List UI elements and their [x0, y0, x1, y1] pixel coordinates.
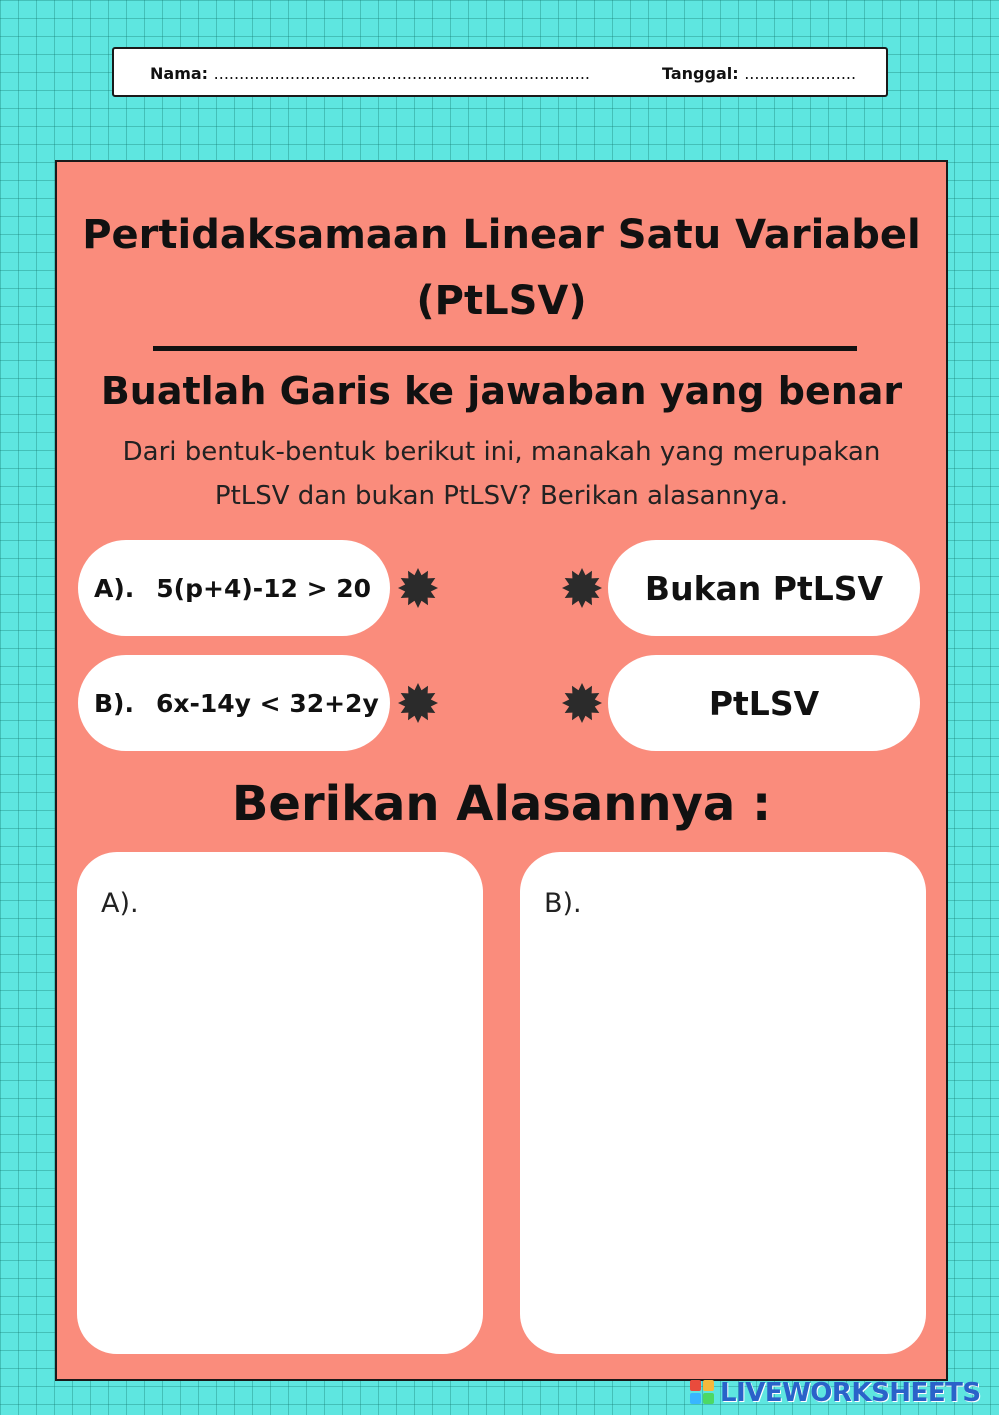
answer-b-textbox[interactable]: [520, 852, 926, 1354]
instruction-line-2: PtLSV dan bukan PtLSV? Berikan alasannya.: [214, 481, 789, 511]
option-1-connector-dot[interactable]: [562, 568, 602, 608]
item-a-expression: 5(p+4)-12 > 20: [156, 573, 372, 603]
item-a-connector-dot[interactable]: [398, 568, 438, 608]
option-2-connector-dot[interactable]: [562, 683, 602, 723]
item-b-pill: [78, 655, 390, 751]
liveworksheets-logo-icon: [690, 1380, 716, 1406]
title-line-1: Pertidaksamaan Linear Satu Variabel: [82, 212, 921, 258]
option-2-pill: [608, 655, 920, 751]
answer-a-label: A).: [101, 888, 139, 919]
worksheet-title: [57, 202, 946, 334]
option-1-pill: [608, 540, 920, 636]
starburst-icon: [398, 683, 438, 723]
reason-heading: Berikan Alasannya :: [231, 776, 772, 832]
option-2-text: PtLSV: [708, 683, 820, 723]
name-date-header: [112, 47, 888, 97]
instruction-text: [57, 430, 946, 518]
starburst-icon: [398, 568, 438, 608]
answer-a-textbox[interactable]: [77, 852, 483, 1354]
worksheet-card: [55, 160, 948, 1381]
date-field[interactable]: [662, 64, 856, 83]
starburst-icon: [562, 683, 602, 723]
item-a-pill: [78, 540, 390, 636]
liveworksheets-brand: [690, 1376, 981, 1410]
option-1-text: Bukan PtLSV: [644, 568, 884, 608]
item-b-expression: 6x-14y < 32+2y: [155, 688, 379, 718]
answer-b-label: B).: [544, 888, 582, 919]
worksheet-subtitle: Buatlah Garis ke jawaban yang benar: [100, 369, 903, 413]
item-b-label: B).: [94, 688, 134, 718]
name-label: Nama:: [150, 64, 209, 83]
date-label: Tanggal:: [662, 64, 739, 83]
instruction-line-1: Dari bentuk-bentuk berikut ini, manakah yang merupakan: [122, 437, 881, 467]
item-a-label: A).: [94, 573, 135, 603]
item-b-connector-dot[interactable]: [398, 683, 438, 723]
starburst-icon: [562, 568, 602, 608]
title-divider: [153, 346, 857, 351]
date-blank[interactable]: ......................: [744, 64, 857, 83]
title-line-2: (PtLSV): [416, 278, 587, 324]
brand-text: LIVEWORKSHEETS: [720, 1378, 981, 1408]
name-blank[interactable]: ..........................................................................: [213, 64, 590, 83]
name-field[interactable]: [150, 64, 590, 83]
